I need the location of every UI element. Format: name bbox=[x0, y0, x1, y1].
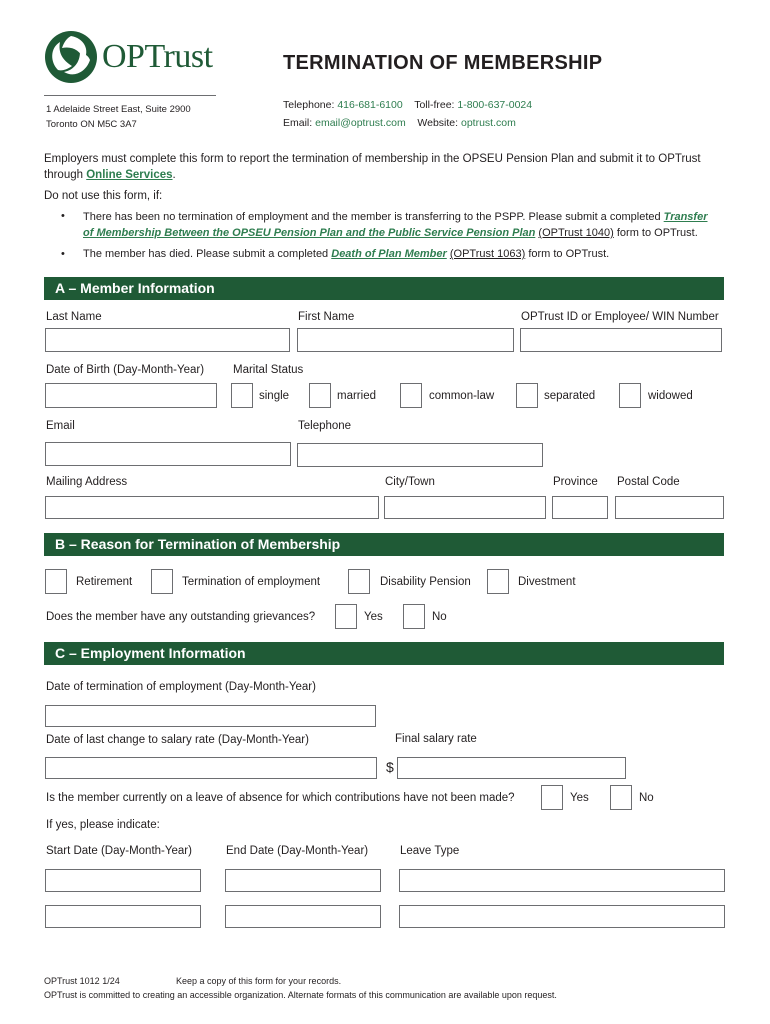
footer-form-id: OPTrust 1012 1/24 bbox=[44, 976, 120, 986]
online-services-link[interactable]: Online Services bbox=[86, 169, 173, 181]
transfer-form-end: form to OPTrust. bbox=[616, 227, 698, 239]
telephone-value[interactable]: 416-681-6100 bbox=[337, 99, 403, 111]
marital-widowed-label: widowed bbox=[648, 390, 693, 402]
intro-paragraph bbox=[44, 151, 734, 183]
province-label: Province bbox=[553, 476, 598, 488]
mailing-address-label: Mailing Address bbox=[46, 476, 128, 488]
bullet-transfer-text: There has been no termination of employment and the member is transferring to the PSPP. Please submit a completed bbox=[83, 211, 661, 223]
mailing-address-field[interactable] bbox=[45, 496, 379, 519]
last-name-field[interactable] bbox=[45, 328, 290, 352]
salary-change-field[interactable] bbox=[45, 757, 377, 779]
telephone-field-label: Telephone bbox=[298, 420, 352, 432]
email-field-label: Email bbox=[46, 420, 75, 432]
reason-disability-checkbox[interactable] bbox=[348, 569, 370, 594]
first-name-field[interactable] bbox=[297, 328, 514, 352]
contact-phone-line bbox=[283, 99, 532, 111]
intro-text: Employers must complete this form to report the termination of membership in the OPSEU Pension Plan and submit it to OPTrust bbox=[44, 153, 701, 165]
final-salary-label: Final salary rate bbox=[395, 733, 477, 745]
postal-code-field[interactable] bbox=[615, 496, 724, 519]
bullet-marker-1: • bbox=[61, 210, 65, 222]
website-label: Website: bbox=[417, 117, 459, 129]
email-label: Email: bbox=[283, 117, 313, 129]
optrust-logo bbox=[44, 30, 216, 86]
section-c-header: C – Employment Information bbox=[44, 642, 724, 665]
dob-field[interactable] bbox=[45, 383, 217, 408]
grievance-no-checkbox[interactable] bbox=[403, 604, 425, 629]
header-divider bbox=[44, 95, 216, 96]
bullet-transfer bbox=[83, 209, 733, 241]
footer-keep-copy: Keep a copy of this form for your records. bbox=[176, 976, 342, 986]
email-field[interactable] bbox=[45, 442, 291, 466]
optrust-swirl-icon bbox=[44, 30, 98, 84]
reason-divestment-checkbox[interactable] bbox=[487, 569, 509, 594]
start-date-field-1[interactable] bbox=[45, 869, 201, 892]
intro-through: through bbox=[44, 169, 84, 181]
telephone-label: Telephone: bbox=[283, 99, 335, 111]
brand-address-line2: Toronto ON M5C 3A7 bbox=[46, 119, 137, 130]
start-date-label: Start Date (Day-Month-Year) bbox=[46, 845, 192, 857]
transfer-form-link-b[interactable]: of Membership Between the OPSEU Pension Plan and the Public Service Pension Plan bbox=[83, 227, 536, 239]
section-b-header: B – Reason for Termination of Membership bbox=[44, 533, 724, 556]
grievance-no-label: No bbox=[432, 611, 447, 623]
page-title: TERMINATION OF MEMBERSHIP bbox=[283, 52, 603, 74]
website-link[interactable]: optrust.com bbox=[460, 117, 516, 129]
grievance-yes-label: Yes bbox=[364, 611, 383, 623]
postal-code-label: Postal Code bbox=[617, 476, 680, 488]
marital-commonlaw-checkbox[interactable] bbox=[400, 383, 422, 408]
optrust-id-field[interactable] bbox=[520, 328, 722, 352]
optrust-id-label: OPTrust ID or Employee/ WIN Number bbox=[521, 311, 719, 323]
termination-date-field[interactable] bbox=[45, 705, 376, 727]
contact-email-line bbox=[283, 117, 516, 129]
leave-question: Is the member currently on a leave of absence for which contributions have not been made? bbox=[46, 792, 515, 804]
start-date-field-2[interactable] bbox=[45, 905, 201, 928]
do-not-use-heading: Do not use this form, if: bbox=[44, 190, 163, 202]
leave-yes-label: Yes bbox=[570, 792, 589, 804]
final-salary-field[interactable] bbox=[397, 757, 626, 779]
salary-change-label: Date of last change to salary rate (Day-Month-Year) bbox=[46, 734, 309, 746]
brand-wordmark: OPTrust bbox=[102, 38, 213, 75]
bullet-marker-2: • bbox=[61, 248, 65, 260]
leave-no-label: No bbox=[639, 792, 654, 804]
leave-no-checkbox[interactable] bbox=[610, 785, 632, 810]
leave-yes-checkbox[interactable] bbox=[541, 785, 563, 810]
leave-type-field-2[interactable] bbox=[399, 905, 725, 928]
last-name-label: Last Name bbox=[46, 311, 102, 323]
reason-divestment-label: Divestment bbox=[518, 576, 576, 588]
leave-type-label: Leave Type bbox=[400, 845, 460, 857]
marital-status-label: Marital Status bbox=[233, 364, 304, 376]
reason-termination-label: Termination of employment bbox=[182, 576, 321, 588]
marital-single-label: single bbox=[259, 390, 290, 402]
reason-termination-checkbox[interactable] bbox=[151, 569, 173, 594]
end-date-label: End Date (Day-Month-Year) bbox=[226, 845, 369, 857]
province-field[interactable] bbox=[552, 496, 608, 519]
city-field[interactable] bbox=[384, 496, 546, 519]
intro-period: . bbox=[172, 169, 176, 181]
section-a-header: A – Member Information bbox=[44, 277, 724, 300]
grievance-yes-checkbox[interactable] bbox=[335, 604, 357, 629]
end-date-field-2[interactable] bbox=[225, 905, 381, 928]
reason-retirement-label: Retirement bbox=[76, 576, 133, 588]
marital-married-label: married bbox=[337, 390, 376, 402]
bullet-death-text: The member has died. Please submit a completed bbox=[83, 248, 329, 260]
telephone-field[interactable] bbox=[297, 443, 543, 467]
dob-label: Date of Birth (Day-Month-Year) bbox=[46, 364, 205, 376]
termination-date-label: Date of termination of employment (Day-Month-Year) bbox=[46, 681, 316, 693]
currency-symbol: $ bbox=[386, 759, 394, 775]
footer-accessibility: OPTrust is committed to creating an accessible organization. Alternate formats of this communication are available upon request. bbox=[44, 990, 557, 1000]
death-form-number[interactable]: (OPTrust 1063) bbox=[449, 248, 526, 260]
marital-married-checkbox[interactable] bbox=[309, 383, 331, 408]
bullet-death bbox=[83, 246, 733, 262]
tollfree-label: Toll-free: bbox=[414, 99, 455, 111]
first-name-label: First Name bbox=[298, 311, 355, 323]
tollfree-value[interactable]: 1-800-637-0024 bbox=[457, 99, 533, 111]
marital-widowed-checkbox[interactable] bbox=[619, 383, 641, 408]
marital-separated-checkbox[interactable] bbox=[516, 383, 538, 408]
grievance-question: Does the member have any outstanding grievances? bbox=[46, 611, 316, 623]
city-label: City/Town bbox=[385, 476, 435, 488]
email-link[interactable]: email@optrust.com bbox=[315, 117, 406, 129]
transfer-form-number[interactable]: (OPTrust 1040) bbox=[538, 227, 614, 239]
death-form-link[interactable]: Death of Plan Member bbox=[331, 248, 447, 260]
if-yes-label: If yes, please indicate: bbox=[46, 819, 160, 831]
marital-single-checkbox[interactable] bbox=[231, 383, 253, 408]
end-date-field-1[interactable] bbox=[225, 869, 381, 892]
brand-address-line1: 1 Adelaide Street East, Suite 2900 bbox=[46, 104, 191, 115]
reason-disability-label: Disability Pension bbox=[380, 576, 471, 588]
marital-separated-label: separated bbox=[544, 390, 596, 402]
marital-commonlaw-label: common-law bbox=[429, 390, 495, 402]
transfer-form-link-a[interactable]: Transfer bbox=[663, 211, 708, 223]
reason-retirement-checkbox[interactable] bbox=[45, 569, 67, 594]
leave-type-field-1[interactable] bbox=[399, 869, 725, 892]
death-form-end: form to OPTrust. bbox=[528, 248, 610, 260]
